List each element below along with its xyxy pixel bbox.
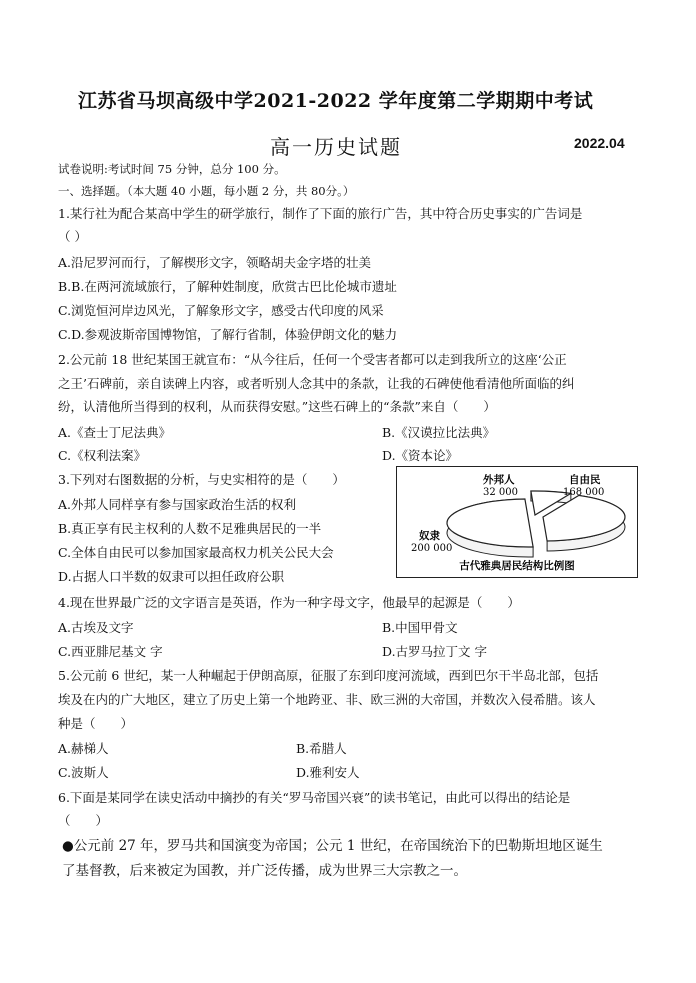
chart-title: 古代雅典居民结构比例图 [459, 560, 575, 572]
question-5-stem: 5.公元前 6 世纪，某一人种崛起于伊朗高原，征服了东到印度河流域，西到巴尔干半岛北部，包括 [58, 668, 599, 683]
question-3-option-c: C.全体自由民可以参加国家最高权力机关公民大会 [58, 545, 334, 560]
question-4-option-a: A.古埃及文字 [58, 620, 134, 635]
exam-note: 试卷说明:考试时间 75 分钟，总分 100 分。 [58, 162, 286, 176]
slice-value-foreigners: 32 000 [483, 487, 518, 498]
question-1-option-d: C.D.参观波斯帝国博物馆，了解行省制，体验伊朗文化的魅力 [58, 327, 398, 342]
question-4-stem: 4.现在世界最广泛的文字语言是英语，作为一种字母文字，他最早的起源是（ ） [58, 595, 520, 610]
question-2-option-c: C.《权利法案》 [58, 448, 147, 463]
question-4-option-b: B.中国甲骨文 [382, 620, 458, 635]
question-1-stem: （ ） [58, 229, 87, 244]
athens-population-pie-chart [396, 466, 638, 578]
question-1-option-c: C.浏览恒河岸边风光，了解象形文字，感受古代印度的风采 [58, 303, 384, 318]
question-5-option-a: A.赫梯人 [58, 741, 109, 756]
slice-label-freemen: 自由民 [569, 474, 601, 486]
reading-note-line: ●公元前 27 年，罗马共和国演变为帝国；公元 1 世纪，在帝国统治下的巴勒斯坦地区诞生 [62, 838, 603, 854]
slice-label-foreigners: 外邦人 [483, 474, 515, 486]
question-5-option-d: D.雅利安人 [296, 765, 360, 780]
slice-value-slaves: 200 000 [411, 543, 453, 554]
slice-value-freemen: 168 000 [563, 487, 605, 498]
question-3-option-b: B.真正享有民主权利的人数不足雅典居民的一半 [58, 521, 322, 536]
reading-note-line: 了基督教，后来被定为国教，并广泛传播，成为世界三大宗教之一。 [62, 863, 467, 879]
question-5-option-c: C.波斯人 [58, 765, 109, 780]
exam-subtitle: 高一历史试题 [270, 135, 402, 159]
question-5-stem: 埃及在内的广大地区，建立了历史上第一个地跨亚、非、欧三洲的大帝国，并数次入侵希腊。该人 [58, 692, 596, 707]
question-2-option-b: B.《汉谟拉比法典》 [382, 425, 496, 440]
question-2-stem: 之王’石碑前，亲自读碑上内容，或者听别人念其中的条款，让我的石碑使他看清他所面临的纠 [58, 376, 575, 391]
question-1-stem: 1.某行社为配合某高中学生的研学旅行，制作了下面的旅行广告，其中符合历史事实的广告词是 [58, 206, 583, 221]
question-6-stem: （ ） [58, 813, 109, 828]
question-2-option-d: D.《资本论》 [382, 448, 459, 463]
question-1-option-b: B.B.在两河流域旅行，了解种姓制度，欣赏古巴比伦城市遗址 [58, 279, 397, 294]
question-2-stem: 2.公元前 18 世纪某国王就宣布：“从今往后，任何一个受害者都可以走到我所立的这座‘公正 [58, 352, 567, 367]
question-2-option-a: A.《查士丁尼法典》 [58, 425, 172, 440]
question-6-stem: 6.下面是某同学在读史活动中摘抄的有关“罗马帝国兴衰”的读书笔记，由此可以得出的结论是 [58, 790, 571, 805]
question-5-option-b: B.希腊人 [296, 741, 347, 756]
question-5-stem: 种是（ ） [58, 716, 134, 731]
question-2-stem: 纷，认清他所当得到的权利，从而获得安慰。”这些石碑上的“条款”来自（ ） [58, 399, 496, 414]
exam-title: 江苏省马坝高级中学2021-2022 学年度第二学期期中考试 [78, 90, 594, 112]
exam-date: 2022.04 [574, 135, 625, 151]
question-1-option-a: A.沿尼罗河而行，了解楔形文字，领略胡夫金字塔的壮美 [58, 255, 372, 270]
slice-label-slaves: 奴隶 [419, 530, 440, 542]
section-heading: 一、选择题。（本大题 40 小题，每小题 2 分，共 80分。） [58, 184, 355, 198]
question-3-option-a: A.外邦人同样享有参与国家政治生活的权利 [58, 497, 297, 512]
question-4-option-d: D.古罗马拉丁文 字 [382, 644, 488, 659]
question-3-option-d: D.占据人口半数的奴隶可以担任政府公职 [58, 569, 285, 584]
question-3-stem: 3.下列对右图数据的分析，与史实相符的是（ ） [58, 472, 345, 487]
pie-chart-svg [397, 467, 637, 577]
question-4-option-c: C.西亚腓尼基文 字 [58, 644, 163, 659]
